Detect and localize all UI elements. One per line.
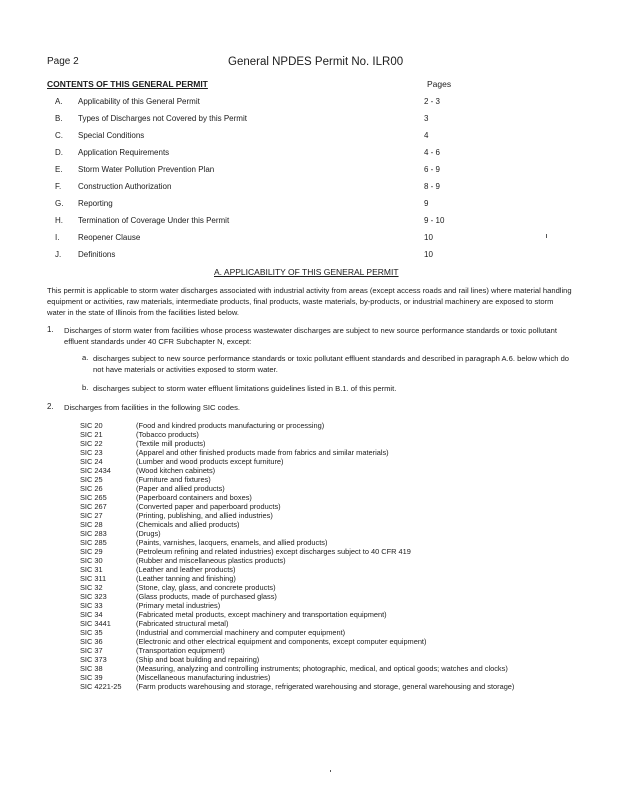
list-item: [80, 637, 560, 646]
item-text: Discharges of storm water from facilities whose process wastewater discharges are subject to new source performance standards or toxic pollutant effluent standards under 40 CFR Subchapter N, except:: [64, 326, 557, 346]
sic-code: SIC 27: [80, 511, 103, 520]
list-item: [80, 619, 560, 628]
toc-row: [55, 250, 455, 262]
subitem-letter: a.: [82, 353, 89, 362]
sic-description: (Farm products warehousing and storage, refrigerated warehousing and storage, general warehousing and storage): [136, 682, 515, 691]
list-item: [80, 646, 560, 655]
sic-code: SIC 37: [80, 646, 103, 655]
toc-letter: B.: [55, 114, 63, 123]
toc-letter: I.: [55, 233, 60, 242]
sic-description: (Lumber and wood products except furniture): [136, 457, 284, 466]
list-item: [80, 565, 560, 574]
toc-title: Reporting: [78, 199, 113, 208]
sic-code: SIC 2434: [80, 466, 111, 475]
toc-row: [55, 97, 455, 109]
list-item: [80, 457, 560, 466]
sic-description: (Fabricated structural metal): [136, 619, 229, 628]
sic-code: SIC 267: [80, 502, 107, 511]
sic-code: SIC 4221-25: [80, 682, 122, 691]
sic-code: SIC 28: [80, 520, 103, 529]
list-item: [80, 556, 560, 565]
sic-description: (Measuring, analyzing and controlling instruments; photographic, medical, and optical goods; watches and clocks): [136, 664, 508, 673]
item-text: Discharges from facilities in the following SIC codes.: [64, 403, 240, 412]
sic-code: SIC 373: [80, 655, 107, 664]
list-item: [80, 583, 560, 592]
sic-code: SIC 38: [80, 664, 103, 673]
sic-description: (Paper and allied products): [136, 484, 225, 493]
toc-title: Definitions: [78, 250, 116, 259]
sic-code-list: [80, 421, 560, 691]
sic-code: SIC 39: [80, 673, 103, 682]
list-item: [80, 601, 560, 610]
toc-pages: 10: [424, 250, 433, 259]
toc-title: Applicability of this General Permit: [78, 97, 200, 106]
sic-description: (Furniture and fixtures): [136, 475, 211, 484]
toc-pages: 4: [424, 131, 429, 140]
list-item: [80, 682, 560, 691]
list-item: [80, 466, 560, 475]
toc-letter: D.: [55, 148, 63, 157]
document-title: General NPDES Permit No. ILR00: [228, 56, 404, 68]
toc-letter: H.: [55, 216, 63, 225]
toc-letter: G.: [55, 199, 64, 208]
sic-description: (Petroleum refining and related industries) except discharges subject to 40 CFR 419: [136, 547, 411, 556]
toc-row: [55, 199, 455, 211]
sic-code: SIC 29: [80, 547, 103, 556]
sic-description: (Leather and leather products): [136, 565, 236, 574]
sic-description: (Textile mill products): [136, 439, 206, 448]
toc-pages: 2 - 3: [424, 97, 441, 106]
subitem-text: discharges subject to new source performance standards or toxic pollutant effluent standards and described in paragraph A.6. below which do not have materials or activities exposed to storm water.: [93, 354, 570, 374]
sic-description: (Converted paper and paperboard products): [136, 502, 281, 511]
list-item: [80, 610, 560, 619]
sic-code: SIC 32: [80, 583, 103, 592]
list-item: [80, 502, 560, 511]
sic-code: SIC 35: [80, 628, 103, 637]
sic-code: SIC 26: [80, 484, 103, 493]
list-item: [80, 547, 560, 556]
sic-description: (Wood kitchen cabinets): [136, 466, 216, 475]
list-item: [80, 421, 560, 430]
toc-pages: 8 - 9: [424, 182, 441, 191]
toc-title: Application Requirements: [78, 148, 170, 157]
item-number: 1.: [47, 325, 54, 334]
toc-letter: C.: [55, 131, 63, 140]
list-item: [80, 592, 560, 601]
sic-code: SIC 285: [80, 538, 107, 547]
scan-speck: [330, 770, 331, 772]
toc-row: [55, 233, 455, 245]
item-number: 2.: [47, 402, 54, 411]
toc-letter: J.: [55, 250, 62, 259]
toc-pages: 10: [424, 233, 433, 242]
toc-row: [55, 131, 455, 143]
intro-paragraph: This permit is applicable to storm water discharges associated with industrial activity from areas (except access roads and rail lines) where material handling equipment or activities, raw materials, intermediate products, final products, waste materials, by-products, or industrial machinery are exposed to storm water in the state of Illinois from the facilities listed below.: [47, 286, 572, 317]
sic-description: (Glass products, made of purchased glass): [136, 592, 277, 601]
list-item: [80, 484, 560, 493]
toc-letter: A.: [55, 97, 63, 106]
sic-description: (Food and kindred products manufacturing or processing): [136, 421, 325, 430]
list-item: [80, 430, 560, 439]
list-item: [80, 529, 560, 538]
sic-code: SIC 30: [80, 556, 103, 565]
toc-title: Special Conditions: [78, 131, 145, 140]
sic-code: SIC 265: [80, 493, 107, 502]
toc-pages: 6 - 9: [424, 165, 441, 174]
toc-pages: 9: [424, 199, 429, 208]
toc-title: Reopener Clause: [78, 233, 141, 242]
sic-code: SIC 25: [80, 475, 103, 484]
subitem-text: discharges subject to storm water effluent limitations guidelines listed in B.1. of this permit.: [93, 384, 397, 393]
list-item: [80, 538, 560, 547]
toc-heading: CONTENTS OF THIS GENERAL PERMIT: [47, 79, 208, 89]
sic-description: (Miscellaneous manufacturing industries): [136, 673, 271, 682]
toc-pages: 3: [424, 114, 429, 123]
sic-description: (Ship and boat building and repairing): [136, 655, 260, 664]
scan-speck: [546, 234, 547, 238]
sic-description: (Printing, publishing, and allied industries): [136, 511, 273, 520]
list-item: [80, 574, 560, 583]
sic-code: SIC 3441: [80, 619, 111, 628]
list-item: [80, 655, 560, 664]
list-item: [80, 475, 560, 484]
sic-code: SIC 33: [80, 601, 103, 610]
section-heading: A. APPLICABILITY OF THIS GENERAL PERMIT: [214, 267, 399, 277]
toc-pages: 9 - 10: [424, 216, 445, 225]
list-item: [80, 664, 560, 673]
sic-description: (Rubber and miscellaneous plastics products): [136, 556, 286, 565]
toc-row: [55, 148, 455, 160]
toc-title: Construction Authorization: [78, 182, 172, 191]
sic-code: SIC 24: [80, 457, 103, 466]
sic-description: (Stone, clay, glass, and concrete products): [136, 583, 276, 592]
sic-description: (Tobacco products): [136, 430, 199, 439]
sic-code: SIC 22: [80, 439, 103, 448]
list-item: [80, 628, 560, 637]
toc-pages-heading: Pages: [427, 79, 452, 89]
page-number: Page 2: [47, 56, 79, 67]
sic-code: SIC 31: [80, 565, 103, 574]
toc-row: [55, 216, 455, 228]
toc-pages: 4 - 6: [424, 148, 441, 157]
sic-description: (Paperboard containers and boxes): [136, 493, 252, 502]
sic-code: SIC 36: [80, 637, 103, 646]
sic-description: (Primary metal industries): [136, 601, 221, 610]
sic-description: (Paints, varnishes, lacquers, enamels, and allied products): [136, 538, 328, 547]
sic-description: (Chemicals and allied products): [136, 520, 240, 529]
toc-row: [55, 165, 455, 177]
toc-title: Termination of Coverage Under this Permit: [78, 216, 230, 225]
sic-description: (Fabricated metal products, except machinery and transportation equipment): [136, 610, 387, 619]
sic-code: SIC 20: [80, 421, 103, 430]
sic-code: SIC 311: [80, 574, 107, 583]
list-item: [80, 520, 560, 529]
toc-row: [55, 114, 455, 126]
list-item: [80, 448, 560, 457]
sic-description: (Industrial and commercial machinery and computer equipment): [136, 628, 346, 637]
sic-code: SIC 23: [80, 448, 103, 457]
sic-description: (Electronic and other electrical equipment and components, except computer equipment): [136, 637, 427, 646]
toc-row: [55, 182, 455, 194]
sic-code: SIC 323: [80, 592, 107, 601]
sic-description: (Apparel and other finished products made from fabrics and similar materials): [136, 448, 389, 457]
sic-description: (Transportation equipment): [136, 646, 225, 655]
toc-title: Types of Discharges not Covered by this Permit: [78, 114, 247, 123]
list-item: [80, 673, 560, 682]
sic-description: (Drugs): [136, 529, 161, 538]
list-item: [80, 493, 560, 502]
sic-code: SIC 283: [80, 529, 107, 538]
list-item: [80, 439, 560, 448]
sic-code: SIC 34: [80, 610, 103, 619]
subitem-letter: b.: [82, 383, 89, 392]
toc-letter: F.: [55, 182, 62, 191]
toc-title: Storm Water Pollution Prevention Plan: [78, 165, 215, 174]
list-item: [80, 511, 560, 520]
toc-letter: E.: [55, 165, 63, 174]
sic-description: (Leather tanning and finishing): [136, 574, 236, 583]
sic-code: SIC 21: [80, 430, 103, 439]
